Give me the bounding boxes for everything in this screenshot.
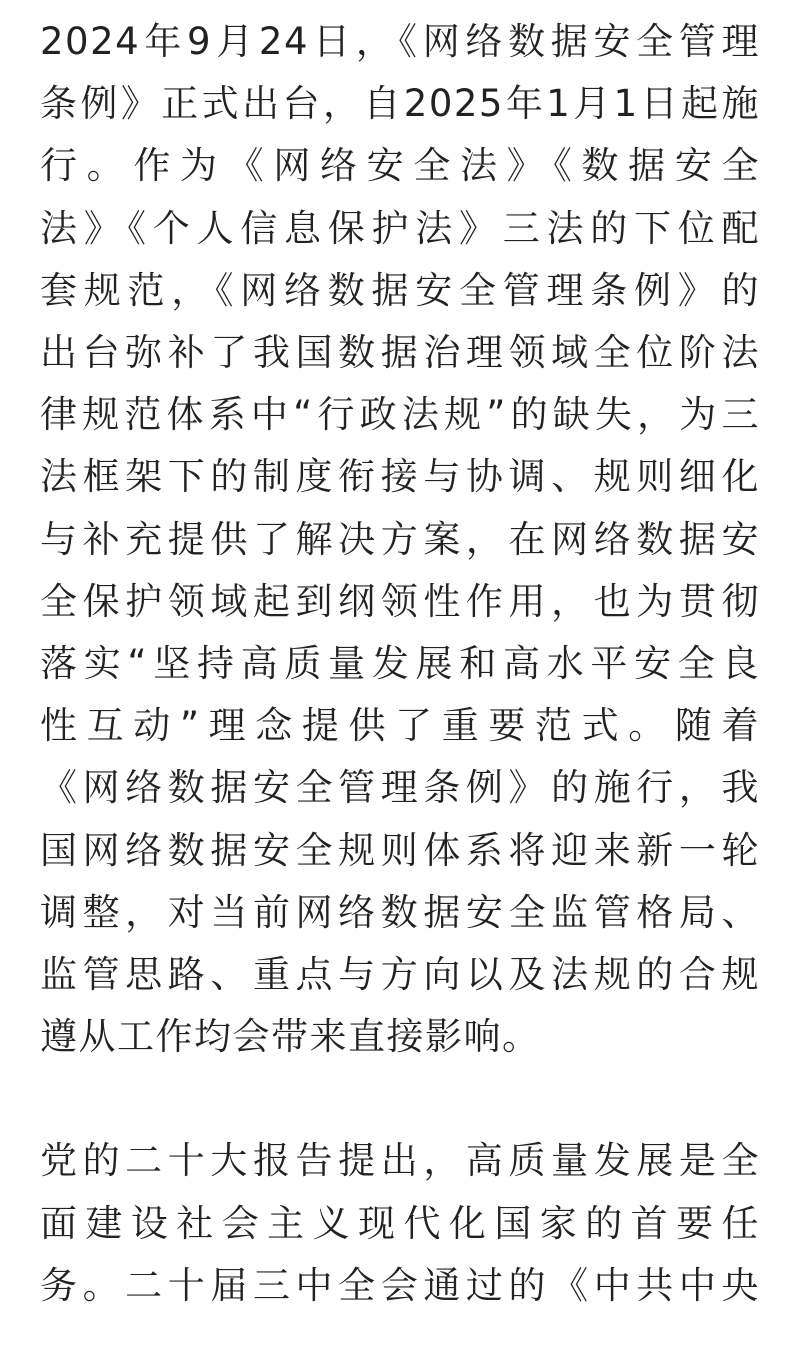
text-line: 全保护领域起到纲领性作用，也为贯彻 [40, 579, 760, 623]
text-line: 务。二十届三中全会通过的《中共中央 [40, 1263, 760, 1307]
text-line: 遵从工作均会带来直接影响。 [40, 1015, 541, 1059]
text-line: 落实“坚持高质量发展和高水平安全良 [40, 642, 760, 686]
text-line: 行。作为《网络安全法》《数据安全 [40, 144, 760, 188]
text-line: 套规范，《网络数据安全管理条例》的 [40, 268, 760, 312]
text-line: 性互动”理念提供了重要范式。随着 [40, 704, 760, 748]
article-body [40, 0, 760, 1317]
text-line: 条例》正式出台，自2025年1月1日起施 [40, 82, 760, 126]
text-line: 律规范体系中“行政法规”的缺失，为三 [40, 393, 760, 437]
text-line: 《网络数据安全管理条例》的施行，我 [40, 766, 760, 810]
text-line: 国网络数据安全规则体系将迎来新一轮 [40, 828, 760, 872]
text-line: 与补充提供了解决方案，在网络数据安 [40, 517, 760, 561]
text-line: 党的二十大报告提出，高质量发展是全 [40, 1139, 760, 1183]
text-line: 2024年9月24日，《网络数据安全管理 [40, 20, 760, 63]
text-line: 法》《个人信息保护法》三法的下位配 [40, 206, 760, 250]
text-line: 监管思路、重点与方向以及法规的合规 [40, 953, 760, 997]
paragraph-2 [40, 1130, 760, 1317]
text-line: 法框架下的制度衔接与协调、规则细化 [40, 455, 760, 499]
text-line: 面建设社会主义现代化国家的首要任 [40, 1201, 760, 1245]
paragraph-1 [40, 0, 760, 1068]
text-line: 出台弥补了我国数据治理领域全位阶法 [40, 331, 760, 375]
text-line: 调整，对当前网络数据安全监管格局、 [40, 890, 760, 934]
